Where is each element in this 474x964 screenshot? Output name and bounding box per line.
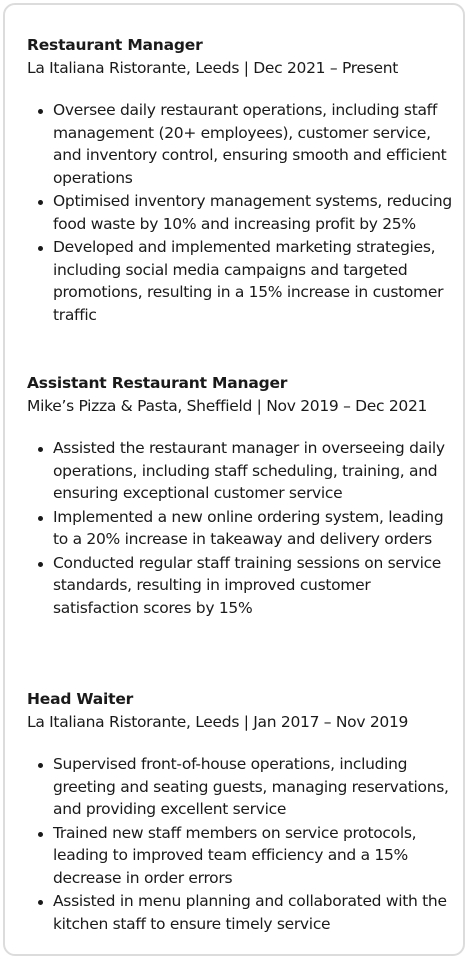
job-employer-dates: La Italiana Ristorante, Leeds | Dec 2021 – Present <box>27 59 398 77</box>
job-employer-dates: Mike’s Pizza & Pasta, Sheffield | Nov 2019 – Dec 2021 <box>27 397 428 415</box>
bullet-dot-icon <box>38 900 43 905</box>
job-bullet-text: Oversee daily restaurant operations, including staff management (20+ employees), customer service, and inventory control, ensuring smooth and efficient operations <box>53 101 447 187</box>
job-bullet-text: Optimised inventory management systems, reducing food waste by 10% and increasing profit by 25% <box>53 192 452 233</box>
job-bullet-text: Implemented a new online ordering system, leading to a 20% increase in takeaway and delivery orders <box>53 507 444 548</box>
job-entry-head-waiter <box>27 688 453 936</box>
bullet-dot-icon <box>38 109 43 114</box>
bullet-dot-icon <box>38 246 43 251</box>
job-bullet-text: Supervised front-of-house operations, including greeting and seating guests, managing reservations, and providing excellent service <box>53 755 449 818</box>
job-bullet <box>27 506 453 551</box>
job-bullet-text: Assisted the restaurant manager in overseeing daily operations, including staff scheduling, training, and ensuring exceptional customer service <box>53 439 445 502</box>
job-bullet-list <box>27 753 453 935</box>
job-bullet <box>27 190 453 235</box>
job-title: Restaurant Manager <box>27 36 203 54</box>
bullet-dot-icon <box>38 200 43 205</box>
bullet-dot-icon <box>38 832 43 837</box>
job-bullet <box>27 552 453 620</box>
job-bullet-text: Developed and implemented marketing strategies, including social media campaigns and targeted promotions, resulting in a 15% increase in customer traffic <box>53 238 444 324</box>
job-bullet-list <box>27 99 453 326</box>
job-employer-dates: La Italiana Ristorante, Leeds | Jan 2017 – Nov 2019 <box>27 713 409 731</box>
job-bullet-text: Trained new staff members on service protocols, leading to improved team efficiency and a 15% decrease in order errors <box>53 823 417 887</box>
job-bullet <box>27 236 453 326</box>
job-title: Head Waiter <box>27 690 134 708</box>
bullet-dot-icon <box>38 562 43 567</box>
job-entry-assistant-restaurant-manager <box>27 372 453 620</box>
bullet-dot-icon <box>38 447 43 452</box>
experience-card <box>3 3 465 956</box>
job-bullet <box>27 753 453 821</box>
job-bullet <box>27 890 453 935</box>
bullet-dot-icon <box>38 516 43 521</box>
job-bullet-text: Conducted regular staff training sessions on service standards, resulting in improved customer satisfaction scores by 15% <box>53 553 442 617</box>
bullet-dot-icon <box>38 763 43 768</box>
job-bullet <box>27 822 453 890</box>
job-bullet <box>27 99 453 189</box>
job-entry-restaurant-manager <box>27 34 453 327</box>
job-bullet-list <box>27 437 453 619</box>
job-bullet <box>27 437 453 505</box>
job-bullet-text: Assisted in menu planning and collaborated with the kitchen staff to ensure timely service <box>53 892 447 933</box>
job-title: Assistant Restaurant Manager <box>27 374 288 392</box>
